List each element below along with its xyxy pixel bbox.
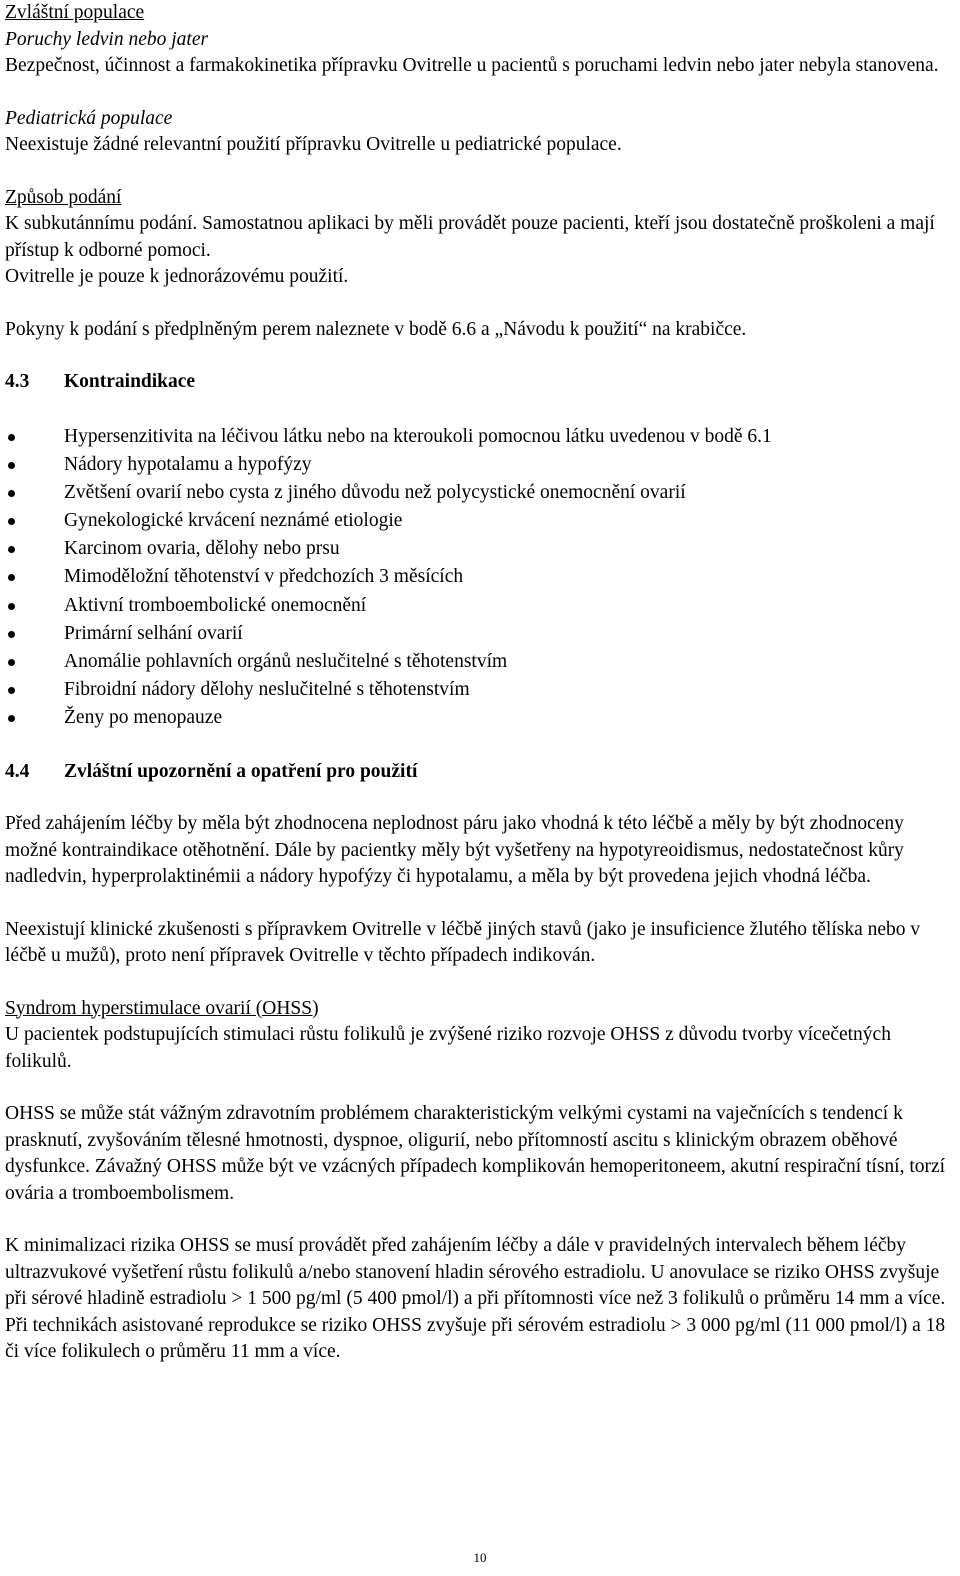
list-item: Primární selhání ovarií bbox=[5, 620, 955, 648]
list-item: Fibroidní nádory dělohy neslučitelné s těhotenstvím bbox=[5, 676, 955, 704]
list-item: Gynekologické krvácení neznámé etiologie bbox=[5, 507, 955, 535]
page-number: 10 bbox=[473, 1550, 487, 1565]
document-page bbox=[5, 0, 955, 1366]
contraindications-list bbox=[5, 423, 955, 733]
list-item: Hypersenzitivita na léčivou látku nebo na kteroukoli pomocnou látku uvedenou v bodě 6.1 bbox=[5, 423, 955, 451]
ohss-heading: Syndrom hyperstimulace ovarií (OHSS) bbox=[5, 997, 319, 1019]
pediatric-subheading: Pediatrická populace bbox=[5, 107, 173, 129]
administration-heading: Způsob podání bbox=[5, 186, 122, 208]
pen-instructions-text: Pokyny k podání s předplněným perem naleznete v bodě 6.6 a „Návodu k použití“ na krabičce. bbox=[5, 318, 747, 340]
renal-hepatic-text: Bezpečnost, účinnost a farmakokinetika přípravku Ovitrelle u pacientů s poruchami ledvin nebo jater nebyla stanovena. bbox=[5, 55, 939, 76]
renal-hepatic-subheading: Poruchy ledvin nebo jater bbox=[5, 28, 209, 50]
list-item: Mimoděložní těhotenství v předchozích 3 měsících bbox=[5, 563, 955, 591]
administration-text: K subkutánnímu podání. Samostatnou aplikaci by měli provádět pouze pacienti, kteří jsou dostatečně proškoleni a mají přístup k odborné pomoci. bbox=[5, 213, 935, 261]
warnings-heading bbox=[5, 759, 955, 786]
list-item: Ženy po menopauze bbox=[5, 704, 955, 732]
warnings-paragraph: Neexistují klinické zkušenosti s přípravkem Ovitrelle v léčbě jiných stavů (jako je insuficience žlutého tělíska nebo v léčbě u mužů), proto není přípravek Ovitrelle v těchto případech indikován. bbox=[5, 918, 921, 967]
ohss-paragraph: K minimalizaci rizika OHSS se musí provádět před zahájením léčby a dále v pravidelných intervalech během léčby ultrazvukové vyšetření růstu folikulů a/nebo stanovení hladin sérového estradiolu. U anovulace se riziko OHSS zvyšuje při sérové hladině estradiolu > 1 500 pg/ml (5 400 pmol/l) a při přítomnosti více než 3 folikulů o průměru 14 mm a více. Při technikách asistované reprodukce se riziko OHSS zvyšuje při sérovém estradiolu > 3 000 pg/ml (11 000 pmol/l) a 18 či více folikulech o průměru 11 mm a více. bbox=[5, 1235, 946, 1363]
section-title: Kontraindikace bbox=[64, 371, 196, 392]
ohss-paragraph: OHSS se může stát vážným zdravotním problémem charakteristickým velkými cystami na vaječnících s tendencí k prasknutí, zvyšováním tělesné hmotnosti, dyspnoe, oligurií, nebo přítomností ascitu s klinickým obrazem oběhové dysfunkce. Závažný OHSS může být ve vzácných případech komplikován hemoperitoneem, akutní respirační tísní, torzí ovária a tromboembolismem. bbox=[5, 1103, 946, 1204]
special-populations-heading: Zvláštní populace bbox=[5, 2, 145, 23]
section-number: 4.4 bbox=[5, 760, 30, 782]
pediatric-text: Neexistuje žádné relevantní použití přípravku Ovitrelle u pediatrické populace. bbox=[5, 134, 622, 155]
contraindications-heading bbox=[5, 369, 955, 396]
list-item: Aktivní tromboembolické onemocnění bbox=[5, 592, 955, 620]
list-item: Karcinom ovaria, dělohy nebo prsu bbox=[5, 535, 955, 563]
section-title: Zvláštní upozornění a opatření pro použití bbox=[64, 760, 418, 782]
section-number: 4.3 bbox=[5, 371, 30, 392]
ohss-paragraph: U pacientek podstupujících stimulaci růstu folikulů je zvýšené riziko rozvoje OHSS z důvodu tvorby vícečetných folikulů. bbox=[5, 1024, 891, 1072]
list-item: Zvětšení ovarií nebo cysta z jiného důvodu než polycystické onemocnění ovarií bbox=[5, 479, 955, 507]
list-item: Nádory hypotalamu a hypofýzy bbox=[5, 451, 955, 479]
single-use-text: Ovitrelle je pouze k jednorázovému použití. bbox=[5, 266, 349, 287]
warnings-paragraph: Před zahájením léčby by měla být zhodnocena neplodnost páru jako vhodná k této léčbě a měly by být zhodnoceny možné kontraindikace otěhotnění. Dále by pacientky měly být vyšetřeny na hypotyreoidismus, nedostatečnost kůry nadledvin, hyperprolaktinémii a nádory hypofýzy či hypotalamu, a měla by být provedena jejich vhodná léčba. bbox=[5, 813, 904, 888]
list-item: Anomálie pohlavních orgánů neslučitelné s těhotenstvím bbox=[5, 648, 955, 676]
